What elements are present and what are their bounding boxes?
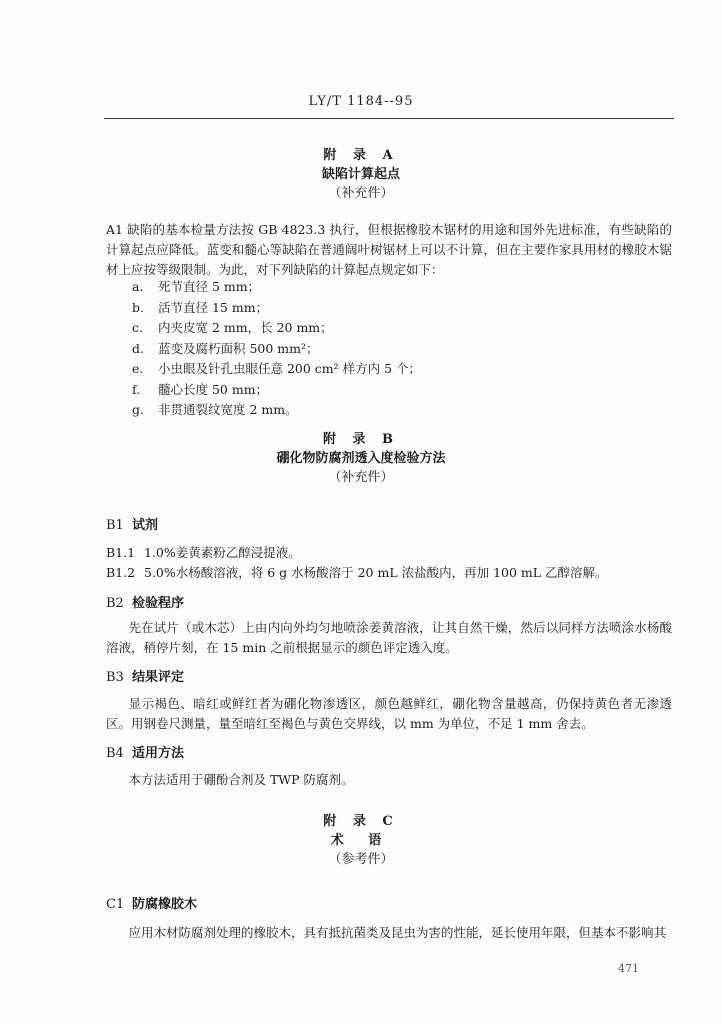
appendix-a-note: （补充件）	[328, 186, 394, 201]
list-item	[132, 400, 652, 421]
clause-number: B1.2	[106, 565, 136, 580]
list-item	[132, 359, 652, 380]
list-item-key: a.	[132, 279, 144, 294]
section-b1-heading	[106, 514, 158, 533]
clause-b1-2	[106, 563, 672, 583]
list-item-text: 活节直径 15 mm；	[158, 299, 269, 315]
list-item-key: e.	[132, 361, 144, 376]
section-b2-text: 先在试片（或木芯）上由内向外均匀地喷涂姜黄溶液，让其自然干燥，然后以同样方法喷涂水杨酸溶液，稍停片刻，在 15 min 之前根据显示的颜色评定透入度。	[106, 620, 672, 655]
list-item-key: b.	[132, 299, 144, 315]
section-title: 结果评定	[132, 670, 185, 685]
list-item-text: 内夹皮宽 2 mm，长 20 mm；	[158, 320, 333, 335]
list-item	[132, 318, 652, 339]
appendix-c-heading	[0, 812, 722, 869]
list-item	[132, 298, 652, 319]
list-item-key: f.	[132, 381, 141, 397]
appendix-a-title: 缺陷计算起点	[321, 167, 400, 182]
clause-text: 5.0%水杨酸溶液，将 6 g 水杨酸溶于 20 mL 浓盐酸内，再加 100 mL 乙醇溶解。	[144, 565, 608, 580]
section-c1-text: 应用木材防腐剂处理的橡胶木，具有抵抗菌类及昆虫为害的性能，延长使用年限，但基本不影响其	[128, 925, 667, 940]
section-number: B1	[106, 518, 124, 533]
list-item-text: 小虫眼及针孔虫眼任意 200 cm² 样方内 5 个；	[158, 361, 422, 376]
section-b2-heading	[106, 592, 184, 611]
appendix-c-label: 附 录 C	[323, 814, 399, 829]
list-item	[132, 380, 652, 401]
section-title: 检验程序	[132, 596, 185, 611]
defect-threshold-list	[132, 277, 652, 421]
list-item-text: 蓝变及腐朽面积 500 mm²；	[158, 340, 319, 356]
list-item-key: c.	[132, 320, 143, 335]
clause-b1-1	[106, 543, 672, 563]
section-b4-heading	[106, 742, 184, 761]
section-b4-text: 本方法适用于硼酚合剂及 TWP 防腐剂。	[128, 772, 354, 787]
list-item-text: 死节直径 5 mm；	[158, 279, 261, 294]
page-number: 471	[618, 962, 639, 975]
section-number: C1	[106, 897, 125, 912]
section-title: 试剂	[132, 518, 159, 533]
appendix-b-note: （补充件）	[328, 470, 394, 485]
header-rule	[104, 118, 674, 119]
section-c1-heading	[106, 893, 197, 912]
appendix-c-note: （参考件）	[328, 852, 394, 867]
list-item-text: 髓心长度 50 mm；	[158, 381, 269, 397]
list-item-key: d.	[132, 340, 144, 356]
list-item-text: 非贯通裂纹宽度 2 mm。	[158, 402, 298, 417]
list-item	[132, 277, 652, 298]
clause-number: B1.1	[106, 545, 136, 560]
section-number: B3	[106, 670, 124, 685]
list-item-key: g.	[132, 402, 144, 417]
section-number: B2	[106, 596, 124, 611]
section-number: B4	[106, 746, 124, 761]
appendix-c-title: 术 语	[330, 833, 392, 848]
appendix-a-heading	[0, 146, 722, 203]
section-b3-heading	[106, 666, 184, 685]
section-title: 防腐橡胶木	[132, 897, 198, 912]
appendix-b-label: 附 录 B	[322, 432, 400, 447]
appendix-b-heading	[0, 430, 722, 487]
appendix-a-paragraph: A1 缺陷的基本检量方法按 GB 4823.3 执行，但根据橡胶木锯材的用途和国外先进标准，有些缺陷的计算起点应降低。蓝变和髓心等缺陷在普通阔叶树锯材上可以不计算，但在主要作家具用材的橡胶木锯材上应按等级限制。为此，对下列缺陷的计算起点规定如下：	[106, 222, 672, 277]
section-b3-text: 显示褐色、暗红或鲜红者为硼化物渗透区，颜色越鲜红，硼化物含量越高，仍保持黄色者无渗透区。用钢卷尺测量，量至暗红至褐色与黄色交界线，以 mm 为单位，不足 1 mm 舍去。	[106, 696, 672, 731]
section-title: 适用方法	[132, 746, 185, 761]
list-item	[132, 339, 652, 360]
appendix-a-label: 附 录 A	[323, 148, 399, 163]
appendix-b-title: 硼化物防腐剂透入度检验方法	[276, 451, 446, 466]
clause-text: 1.0%姜黄素粉乙醇浸提液。	[144, 545, 301, 560]
document-code-header: LY/T 1184--95	[308, 94, 414, 109]
